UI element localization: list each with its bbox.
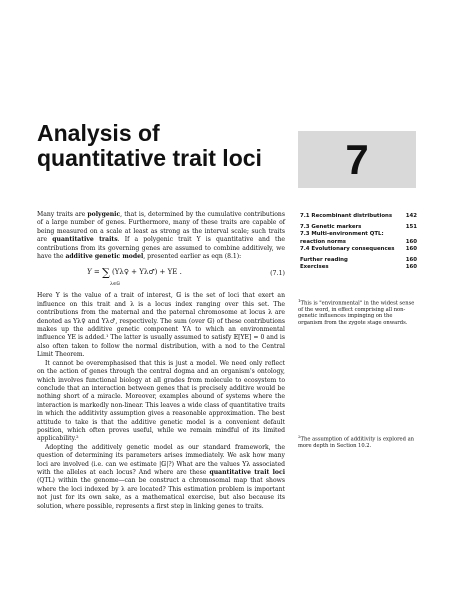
equation-terms: (Υλ♀ + Υλ♂) + ΥE . xyxy=(112,268,182,277)
text-span: Adopting the additively genetic model as our standard framework, the question of determining its parameters arises immediately. We ask how many loci are involved (i.e. can we estimate |𝔾|?) What are the values Υλ associated with the alleles at each locus? And where are these xyxy=(37,443,285,476)
term-additive-genetic-model: additive genetic model xyxy=(65,253,144,261)
toc-page: 160 xyxy=(405,238,417,245)
toc-item[interactable] xyxy=(300,257,417,265)
toc-page: 160 xyxy=(405,256,417,263)
footnote-mark: 1 xyxy=(298,298,301,303)
paragraph-model-caveat: It cannot be overemphasised that this is just a model. We need only reflect on the action of genes through the central dogma and an organism's ontology, which involves functional biology at all grades from molecule to ecosystem to conclude that an interaction between genes that is precisely additive would be nothing short of a miracle. Moreover, examples abound of systems where the interaction is markedly non-linear. This leaves a wide class of quantitative traits in which the additivity assumption gives a reasonable approximation. The best attitude to take is that the additive genetic model is a convenient default position, which often proves useful, while we remain mindful of its limited applicability.² xyxy=(37,359,285,443)
toc-page: 160 xyxy=(405,246,417,252)
text-span: Many traits are xyxy=(37,211,88,218)
text-span: , that is, determined by the cumulative contributions of a large number of genes. Furthermore, many of these traits are capable of being measured on a scale at least as strong as the interval scale; such traits are xyxy=(37,211,285,244)
main-text xyxy=(37,211,285,511)
term-quantitative-traits: quantitative traits xyxy=(52,236,118,244)
toc-label: Further reading xyxy=(300,256,348,263)
term-polygenic: polygenic xyxy=(87,211,121,218)
text-span: . If a polygenic trait Y is quantitative and the contributions from its governing genes are assumed to combine additively, we have the xyxy=(37,236,285,261)
toc-page: 151 xyxy=(405,223,417,230)
footnote-1 xyxy=(298,298,418,326)
footnote-text: The assumption of additivity is explored an more depth in Section 10.2. xyxy=(298,436,415,450)
toc-item[interactable] xyxy=(300,246,417,254)
paragraph-intro xyxy=(37,211,285,261)
sum-index: λ∈𝔾 xyxy=(110,282,121,288)
chapter-number-box xyxy=(298,131,416,188)
footnote-2 xyxy=(298,434,418,449)
toc-item[interactable] xyxy=(300,224,417,232)
toc-label: 7.3 Multi-environment QTL: reaction norms xyxy=(300,231,384,245)
chapter-toc xyxy=(300,213,417,272)
toc-item[interactable] xyxy=(300,264,417,272)
term-qtl: quantitative trait loci xyxy=(209,468,286,476)
equation-number: (7.1) xyxy=(270,270,285,278)
toc-page: 142 xyxy=(405,213,417,219)
paragraph-qtl xyxy=(37,444,285,511)
toc-label: 7.3 Genetic markers xyxy=(300,223,362,230)
toc-item[interactable] xyxy=(300,213,417,221)
toc-item[interactable] xyxy=(300,231,417,246)
toc-page: 160 xyxy=(405,264,417,270)
toc-label: 7.1 Recombinant distributions xyxy=(300,213,393,219)
toc-label: 7.4 Evolutionary consequences xyxy=(300,246,395,252)
sum-symbol: ∑ xyxy=(101,266,110,280)
chapter-number: 7 xyxy=(345,136,369,183)
toc-label: Exercises xyxy=(300,264,329,270)
chapter-title: Analysis of quantitative trait loci xyxy=(37,120,262,171)
footnote-text: This is "environmental" in the widest sense of the word, in effect comprising all non-genetic influences impinging on the organism from the zygote stage onwards. xyxy=(298,300,415,326)
equation-lhs: Y = xyxy=(87,268,100,277)
text-span: (QTL) within the genome—can be construct a chromosomal map that shows where the loci indexed by λ are located? This estimation problem is important not just for its own sake, as a mathematical exercise, but also because its solution, where possible, represents a first step in linking genes to traits. xyxy=(37,477,285,510)
equation-body xyxy=(87,266,182,288)
text-span: , presented earlier as eqn (8.1): xyxy=(143,253,242,261)
equation-7-1 xyxy=(37,266,285,286)
footnote-mark: 2 xyxy=(298,434,301,439)
paragraph-definitions: Here Y is the value of a trait of interest, 𝔾 is the set of loci that exert an influence on this trait and λ is a locus index ranging over this set. The contributions from the maternal and the paternal chromosome at locus λ are denoted as Υλ♀ and Υλ♂, respectively. The sum (over 𝔾) of these contributions makes up the additive genetic component ΥA to which an environmental influence ΥE is added.¹ The latter is usually assumed to satisfy 𝔼[ΥE] = 0 and is also often taken to follow the normal distribution, with a nod to the Central Limit Theorem. xyxy=(37,292,285,359)
